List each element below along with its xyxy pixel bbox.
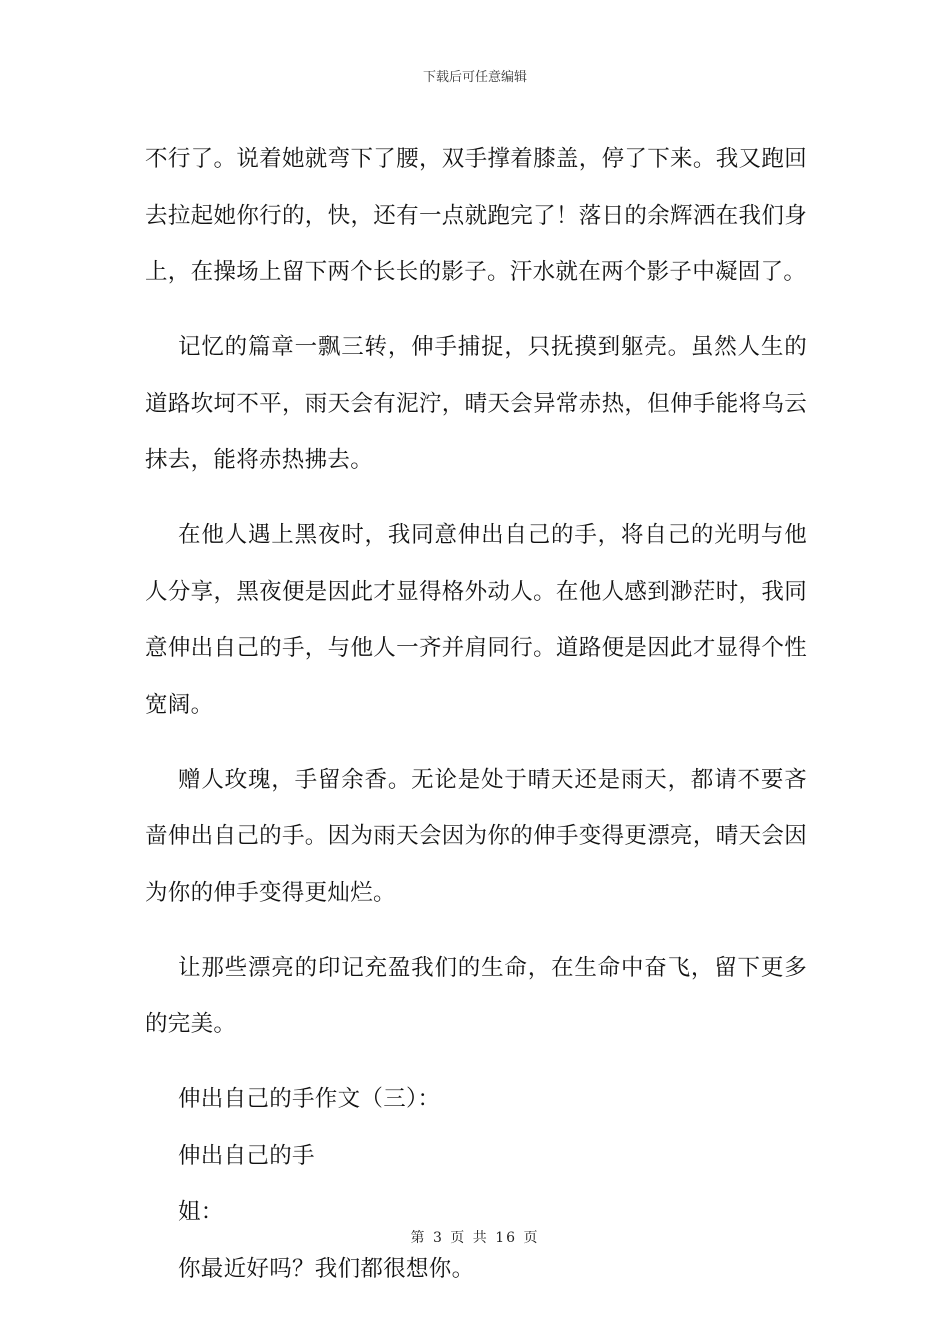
paragraph-4: 赠人玫瑰，手留余香。无论是处于晴天还是雨天，都请不要吝啬伸出自己的手。因为雨天会因为你的伸手变得更漂亮，晴天会因为你的伸手变得更灿烂。 (145, 766, 807, 906)
paragraph-5: 让那些漂亮的印记充盈我们的生命，在生命中奋飞，留下更多的完美。 (145, 954, 807, 1037)
paragraph-1: 不行了。说着她就弯下了腰，双手撑着膝盖，停了下来。我又跑回去拉起她你行的，快，还有一点就跑完了！落日的余辉洒在我们身上，在操场上留下两个长长的影子。汗水就在两个影子中凝固了。 (145, 146, 807, 285)
page-number-footer: 第 3 页 共 16 页 (410, 1230, 540, 1246)
essay-section-heading: 伸出自己的手作文（三）： (178, 1086, 441, 1112)
essay-title: 伸出自己的手 (178, 1142, 315, 1169)
letter-salutation: 姐： (178, 1199, 224, 1225)
paragraph-3: 在他人遇上黑夜时，我同意伸出自己的手，将自己的光明与他人分享，黑夜便是因此才显得格外动人。在他人感到渺茫时，我同意伸出自己的手，与他人一齐并肩同行。道路便是因此才显得个性宽阔。 (145, 522, 807, 718)
page-header: 下载后可任意编辑 (422, 70, 527, 85)
document-body (145, 131, 807, 1297)
paragraph-2: 记忆的篇章一飘三转，伸手捕捉，只抚摸到躯壳。虽然人生的道路坎坷不平，雨天会有泥泞，晴天会异常赤热，但伸手能将乌云抹去，能将赤热拂去。 (145, 334, 807, 473)
letter-opening-line: 你最近好吗？我们都很想你。 (178, 1255, 475, 1282)
